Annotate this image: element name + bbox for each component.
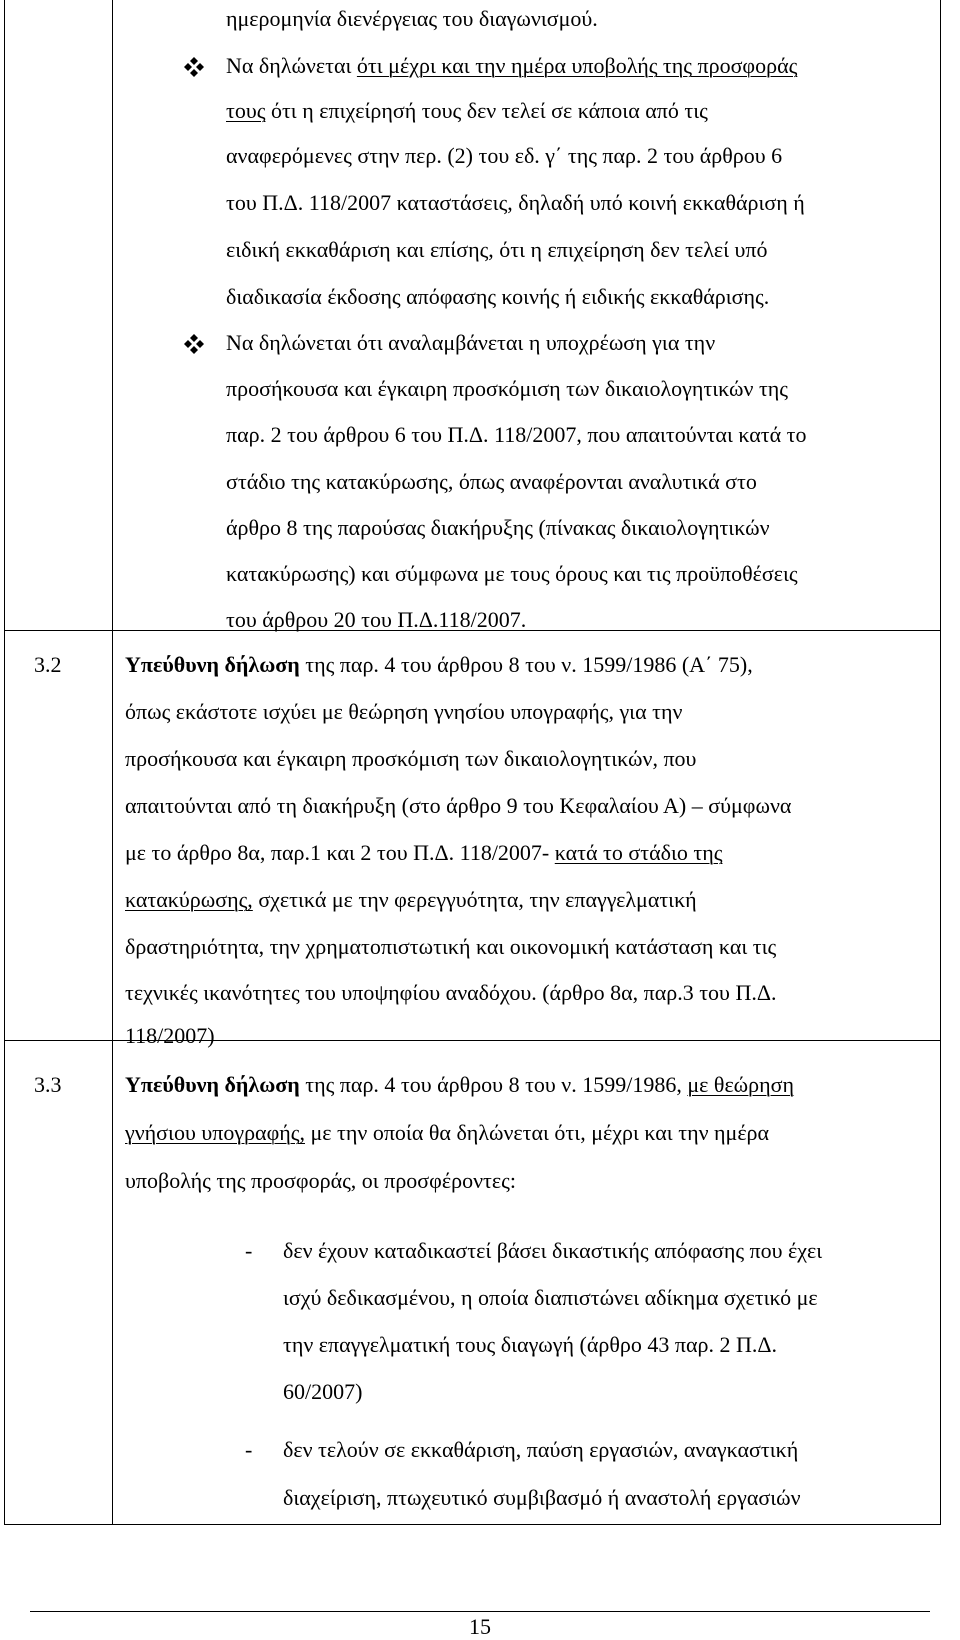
text-line: υποβολής της προσφοράς, οι προσφέροντες: bbox=[125, 1168, 516, 1193]
text-line: όπως εκάστοτε ισχύει με θεώρηση γνησίου υπογραφής, για την bbox=[125, 699, 683, 724]
text-line: 118/2007) bbox=[125, 1023, 215, 1048]
text-line: Υπεύθυνη δήλωση της παρ. 4 του άρθρου 8 του ν. 1599/1986 (Α΄ 75), bbox=[125, 652, 753, 677]
four-diamond-bullet-icon bbox=[183, 333, 205, 355]
text-line: γνήσιου υπογραφής, με την οποία θα δηλώνεται ότι, μέχρι και την ημέρα bbox=[125, 1120, 770, 1145]
bullet-text-line: τους ότι η επιχείρησή τους δεν τελεί σε κάποια από τις bbox=[226, 98, 708, 123]
underlined-text: με θεώρηση bbox=[687, 1072, 795, 1097]
underlined-text: κατακύρωσης, bbox=[125, 887, 253, 912]
list-item-line: διαχείριση, πτωχευτικό συμβιβασμό ή αναστολή εργασιών bbox=[283, 1485, 801, 1510]
bullet-text-line: άρθρο 8 της παρούσας διακήρυξης (πίνακας δικαιολογητικών bbox=[226, 515, 770, 540]
bullet-text-line: του άρθρου 20 του Π.Δ.118/2007. bbox=[226, 607, 527, 632]
page-number: 15 bbox=[469, 1614, 491, 1639]
bullet-text-line: παρ. 2 του άρθρου 6 του Π.Δ. 118/2007, που απαιτούνται κατά το bbox=[226, 422, 807, 447]
dash-bullet: - bbox=[245, 1238, 253, 1263]
bullet-text-line: του Π.Δ. 118/2007 καταστάσεις, δηλαδή υπό κοινή εκκαθάριση ή bbox=[226, 190, 805, 215]
text-line: δραστηριότητα, την χρηματοπιστωτική και οικονομική κατάσταση και τις bbox=[125, 934, 777, 959]
text-line: απαιτούνται από τη διακήρυξη (στο άρθρο 9 του Κεφαλαίου Α) – σύμφωνα bbox=[125, 793, 792, 818]
four-diamond-bullet-icon bbox=[183, 56, 205, 78]
section-number: 3.3 bbox=[34, 1072, 62, 1097]
underlined-text: ότι μέχρι και την ημέρα υποβολής της προσφοράς bbox=[356, 53, 798, 78]
underlined-text: τους bbox=[226, 98, 266, 123]
bullet-text-line: Να δηλώνεται ότι μέχρι και την ημέρα υποβολής της προσφοράς bbox=[226, 53, 798, 78]
list-item-line: 60/2007) bbox=[283, 1379, 363, 1404]
underlined-text: κατά το στάδιο της bbox=[554, 840, 723, 865]
bullet-text-line: αναφερόμενες στην περ. (2) του εδ. γ΄ της παρ. 2 του άρθρου 6 bbox=[226, 143, 783, 168]
bold-heading: Υπεύθυνη δήλωση bbox=[125, 652, 300, 677]
dash-bullet: - bbox=[245, 1437, 253, 1462]
list-item-line: ισχύ δεδικασμένου, η οποία διαπιστώνει αδίκημα σχετικό με bbox=[283, 1285, 818, 1310]
list-item-line: δεν έχουν καταδικαστεί βάσει δικαστικής απόφασης που έχει bbox=[283, 1238, 823, 1263]
bold-heading: Υπεύθυνη δήλωση bbox=[125, 1072, 300, 1097]
bullet-text-line: στάδιο της κατακύρωσης, όπως αναφέρονται αναλυτικά στο bbox=[226, 469, 757, 494]
text-line: με το άρθρο 8α, παρ.1 και 2 του Π.Δ. 118/2007- κατά το στάδιο της bbox=[125, 840, 723, 865]
footer-rule bbox=[30, 1611, 930, 1612]
list-item-line: την επαγγελματική τους διαγωγή (άρθρο 43 παρ. 2 Π.Δ. bbox=[283, 1332, 777, 1357]
column-divider bbox=[112, 0, 113, 1524]
bullet-text-line: ειδική εκκαθάριση και επίσης, ότι η επιχείρηση δεν τελεί υπό bbox=[226, 237, 768, 262]
text-line: προσήκουσα και έγκαιρη προσκόμιση των δικαιολογητικών, που bbox=[125, 746, 697, 771]
bullet-text-line: Να δηλώνεται ότι αναλαμβάνεται η υποχρέωση για την bbox=[226, 330, 716, 355]
text-line: Υπεύθυνη δήλωση της παρ. 4 του άρθρου 8 του ν. 1599/1986, με θεώρηση bbox=[125, 1072, 795, 1097]
text-line: τεχνικές ικανότητες του υποψηφίου αναδόχου. (άρθρο 8α, παρ.3 του Π.Δ. bbox=[125, 980, 777, 1005]
list-item-line: δεν τελούν σε εκκαθάριση, παύση εργασιών, αναγκαστική bbox=[283, 1437, 799, 1462]
text-line: ημερομηνία διενέργειας του διαγωνισμού. bbox=[226, 6, 598, 31]
text-line: κατακύρωσης, σχετικά με την φερεγγυότητα, την επαγγελματική bbox=[125, 887, 697, 912]
bullet-text-line: διαδικασία έκδοσης απόφασης κοινής ή ειδικής εκκαθάρισης. bbox=[226, 284, 770, 309]
underlined-text: γνήσιου υπογραφής, bbox=[125, 1120, 305, 1145]
bullet-text-line: κατακύρωσης) και σύμφωνα με τους όρους και τις προϋποθέσεις bbox=[226, 561, 798, 586]
bullet-text-line: προσήκουσα και έγκαιρη προσκόμιση των δικαιολογητικών της bbox=[226, 376, 788, 401]
section-number: 3.2 bbox=[34, 652, 62, 677]
